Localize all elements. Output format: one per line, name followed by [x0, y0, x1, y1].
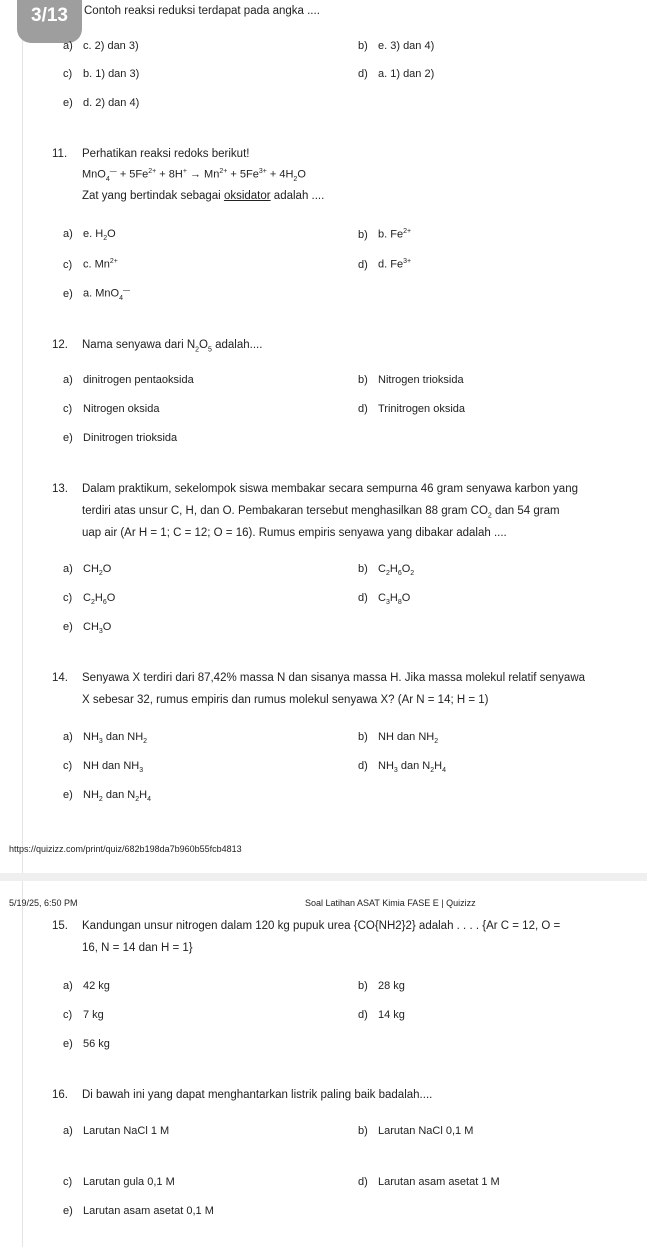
question-15: 15. Kandungan unsur nitrogen dalam 120 kg pupuk urea {CO{NH2}2} adalah . . . . {Ar C = 12, O = [52, 920, 561, 932]
q15-option-a[interactable]: a) 42 kg [63, 980, 110, 992]
top-option-e[interactable]: e) d. 2) dan 4) [63, 97, 140, 109]
q13-option-a[interactable]: a) $CH_2O$ [63, 563, 112, 578]
question-13-line-2: terdiri atas unsur C, H, dan O. Pembakaran tersebut menghasilkan 88 gram $CO_2$ dan 54 gram [82, 505, 560, 520]
q12-option-a[interactable]: a) dinitrogen pentaoksida [63, 374, 194, 386]
q11-option-b[interactable]: b) b. $Fe^{2+}$ [358, 228, 412, 241]
question-16: 16. Di bawah ini yang dapat menghantarkan listrik paling baik badalah.... [52, 1089, 433, 1101]
question-11: 11. Perhatikan reaksi redoks berikut! [52, 148, 250, 160]
page-left-border [22, 0, 23, 1247]
q11-option-d[interactable]: d) d. $Fe^{3+}$ [358, 258, 412, 271]
q16-option-b[interactable]: b) Larutan NaCl 0,1 M [358, 1125, 474, 1137]
q11-option-a[interactable]: a) e. $H_2O$ [63, 228, 116, 243]
q16-option-c[interactable]: c) Larutan gula 0,1 M [63, 1176, 175, 1188]
q14-option-e[interactable]: e) $NH_2$ dan $N_2H_4$ [63, 789, 151, 804]
question-11-prompt: Zat yang bertindak sebagai oksidator adalah .... [82, 190, 325, 202]
question-13: 13. Dalam praktikum, sekelompok siswa membakar secara sempurna 46 gram senyawa karbon yang [52, 483, 578, 495]
redox-equation: $MnO_4^— + 5Fe^{2+} + 8H^+ \to Mn^{2+} + 5Fe^{3+} + 4H_2O$ [82, 168, 306, 183]
q12-option-b[interactable]: b) Nitrogen trioksida [358, 374, 464, 386]
footer-url[interactable]: https://quizizz.com/print/quiz/682b198da7b960b55fcb4813 [9, 844, 242, 854]
page-counter-badge: 3/13 [17, 0, 82, 43]
q13-option-e[interactable]: e) $CH_3O$ [63, 621, 112, 636]
q16-option-a[interactable]: a) Larutan NaCl 1 M [63, 1125, 170, 1137]
top-question-text: Contoh reaksi reduksi terdapat pada angka .... [84, 5, 320, 17]
q14-option-a[interactable]: a) $NH_3$ dan $NH_2$ [63, 731, 148, 746]
top-option-b[interactable]: b) e. 3) dan 4) [358, 40, 435, 52]
q11-option-c[interactable]: c) c. $Mn^{2+}$ [63, 258, 118, 271]
question-14: 14. Senyawa X terdiri dari 87,42% massa N dan sisanya massa H. Jika massa molekul relatif senyawa [52, 672, 586, 684]
print-title: Soal Latihan ASAT Kimia FASE E | Quizizz [305, 898, 476, 908]
q15-option-e[interactable]: e) 56 kg [63, 1038, 110, 1050]
q13-option-c[interactable]: c) $C_2H_6O$ [63, 592, 116, 607]
top-option-a[interactable]: a) c. 2) dan 3) [63, 40, 139, 52]
q12-option-c[interactable]: c) Nitrogen oksida [63, 403, 160, 415]
q16-option-e[interactable]: e) Larutan asam asetat 0,1 M [63, 1205, 214, 1217]
q12-option-e[interactable]: e) Dinitrogen trioksida [63, 432, 178, 444]
question-14-line-2: X sebesar 32, rumus empiris dan rumus molekul senyawa X? (Ar N = 14; H = 1) [82, 694, 489, 706]
print-date: 5/19/25, 6:50 PM [9, 898, 78, 908]
page-break [0, 873, 647, 881]
question-15-line-2: 16, N = 14 dan H = 1} [82, 942, 193, 954]
q16-option-d[interactable]: d) Larutan asam asetat 1 M [358, 1176, 500, 1188]
question-13-line-3: uap air (Ar H = 1; C = 12; O = 16). Rumus empiris senyawa yang dibakar adalah .... [82, 527, 507, 539]
q14-option-d[interactable]: d) $NH_3$ dan $N_2H_4$ [358, 760, 446, 775]
question-12: 12. Nama senyawa dari $N_2O_5$ adalah.... [52, 339, 263, 354]
top-option-d[interactable]: d) a. 1) dan 2) [358, 68, 435, 80]
q15-option-b[interactable]: b) 28 kg [358, 980, 405, 992]
q13-option-b[interactable]: b) $C_2H_6O_2$ [358, 563, 415, 578]
q14-option-b[interactable]: b) NH dan $NH_2$ [358, 731, 439, 746]
q11-option-e[interactable]: e) a. MnO$_4$— [63, 287, 130, 302]
q13-option-d[interactable]: d) $C_3H_8O$ [358, 592, 411, 607]
q12-option-d[interactable]: d) Trinitrogen oksida [358, 403, 466, 415]
q15-option-d[interactable]: d) 14 kg [358, 1009, 405, 1021]
top-option-c[interactable]: c) b. 1) dan 3) [63, 68, 140, 80]
q15-option-c[interactable]: c) 7 kg [63, 1009, 104, 1021]
q14-option-c[interactable]: c) NH dan $NH_3$ [63, 760, 144, 775]
